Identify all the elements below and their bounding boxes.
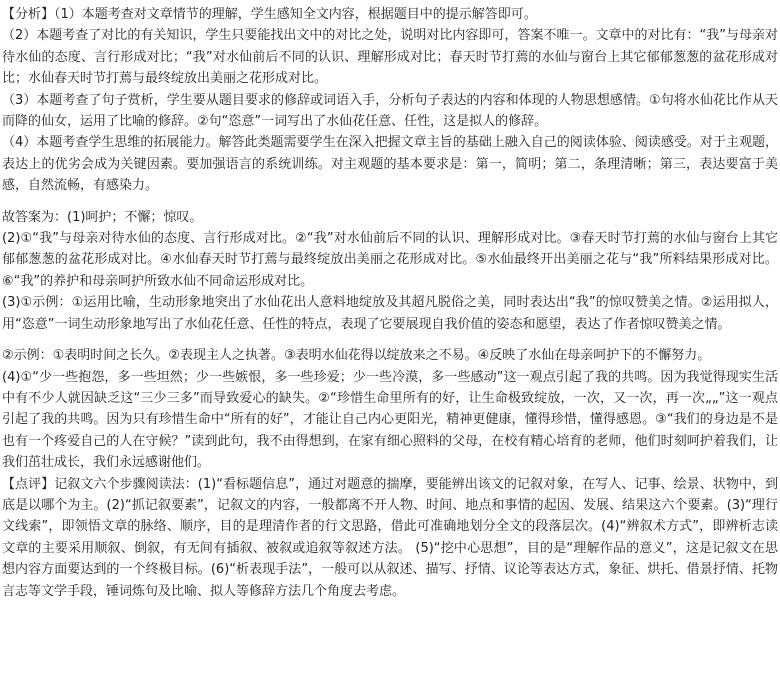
analysis-intro-paragraph: 【分析】（1）本题考查对文章情节的理解，学生感知全文内容，根据题目中的提示解答即可。 [2, 7, 537, 22]
section-gap [0, 197, 780, 207]
analysis-thinking-paragraph: （4）本题考查学生思维的拓展能力。解答此类题需要学生在深入把握文章主旨的基础上融入自己的阅读体验、阅读感受。对于主观题，表达上的优劣会成为关键因素。要加强语言的系统训练。对主观题的基本要求是：第一，简明；第二，条理清晰；第三，表达要富于美感，自然流畅，有感染力。 [2, 135, 778, 194]
section-gap [0, 335, 780, 345]
answer-q1-paragraph: 故答案为：(1)呵护；不懈；惊叹。 [2, 209, 203, 225]
answer-q2-paragraph: (2)①“我”与母亲对待水仙的态度、言行形成对比。②“我”对水仙前后不同的认识、理解形成对比。③春天时节打蔫的水仙与窗台上其它郁郁葱葱的盆花形成对比。④水仙春天时节打蔫与最终绽放出美丽之花形成对比。⑤水仙最终开出美丽之花与“我”所料结果形成对比。⑥“我”的养护和母亲呵护所致水仙不同命运形成对比。 [2, 231, 778, 289]
answer-q4-paragraph: (4)①“少一些抱怨，多一些坦然；少一些嫉恨，多一些珍爱；少一些冷漠，多一些感动”这一观点引起了我的共鸣。因为我觉得现实生活中有不少人就因缺乏这“三少三多”而导致爱心的缺失。②“珍惜生命里所有的好，让生命极致绽放，一次，又一次，再一次„„”这一观点引起了我的共鸣。因为只有珍惜生命中“所有的好”，才能让自己内心更阳光，精神更健康，懂得珍惜，懂得感恩。③“我们的身边是不是也有一个疼爱自己的人在守候？”读到此句，我不由得想到，在家有细心照料的父母，在校有精心培育的老师，他们时刻呵护着我们，让我们茁壮成长，我们永远感谢他们。 [2, 369, 778, 471]
answer-q3-paragraph: (3)①示例：①运用比喻，生动形象地突出了水仙花出人意料地绽放及其超凡脱俗之美，同时表达出“我”的惊叹赞美之情。②运用拟人，用“恣意”一词生动形象地写出了水仙花任意、任性的特点，表现了它要展现自我价值的姿态和愿望，表达了作者惊叹赞美之情。 [2, 295, 778, 332]
analysis-contrast-paragraph: （2）本题考查了对比的有关知识，学生只要能找出文中的对比之处，说明对比内容即可，答案不唯一。文章中的对比有：“我”与母亲对待水仙的态度、言行形成对比；“我”对水仙前后不同的认识、理解形成对比；春天时节打蔫的水仙与窗台上其它郁郁葱葱的盆花形成对比；水仙春天时节打蔫与最终绽放出美丽之花形成对比。 [2, 28, 778, 87]
analysis-sentence-paragraph: （3）本题考查了句子赏析，学生要从题目要求的修辞或词语入手，分析句子表达的内容和体现的人物思想感情。①句将水仙花比作从天而降的仙女，运用了比喻的修辞。②句“恣意”一词写出了水仙花任意、任性，这是拟人的修辞。 [2, 92, 778, 130]
answer-q3-second-example-paragraph: ②示例：①表明时间之长久。②表现主人之执著。③表明水仙花得以绽放来之不易。④反映了水仙在母亲呵护下的不懈努力。 [2, 348, 711, 364]
comment-paragraph: 【点评】记叙文六个步骤阅读法：(1)“看标题信息”，通过对题意的揣摩，要能辨出该文的记叙对象，在写人、记事、绘景、状物中，到底是以哪个为主。(2)“抓记叙要素”，记叙文的内容，一般都离不开人物、时间、地点和事情的起因、发展、结果这六个要素。(3)“理行文线索”，即领悟文章的脉络、顺序，目的是理清作者的行文思路，借此可准确地划分全文的段落层次。(4)“辨叙术方式”，即辨析志读文章的主要采用顺叙、倒叙，有无间有插叙、被叙或追叙等叙述方法。 (5)“挖中心思想”，目的是“理解作品的意义”，这是记叙文在思想内容方面要达到的一个终极目标。(6)“析表现手法”，一般可以从叙述、描写、抒情、议论等表达方式，象征、烘托、借景抒情、托物言志等文学手段，锤词炼句及比喻、拟人等修辞方法几个角度去考虑。 [2, 476, 778, 599]
